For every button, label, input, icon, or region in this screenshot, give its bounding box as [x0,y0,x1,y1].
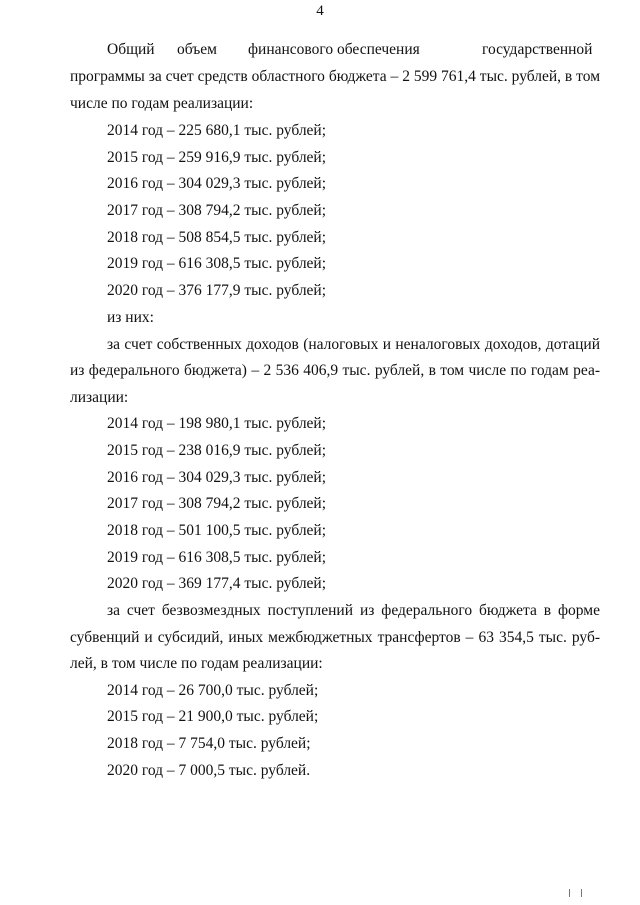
intro-line-2: программы за счет средств областного бюджета – 2 599 761,4 тыс. рублей, в том [70,68,600,85]
own-year-item: 2020 год – 369 177,4 тыс. рублей; [107,575,327,592]
total-year-item: 2020 год – 376 177,9 тыс. рублей; [107,282,327,299]
own-year-item: 2015 год – 238 016,9 тыс. рублей; [107,442,327,459]
of-which-label: из них: [107,309,154,326]
total-year-item: 2019 год – 616 308,5 тыс. рублей; [107,255,327,272]
total-year-item: 2018 год – 508 854,5 тыс. рублей; [107,229,327,246]
intro-line-3: числе по годам реализации: [70,95,254,112]
federal-line-3: лей, в том числе по годам реализации: [70,655,323,672]
intro-word-2: объем [177,41,217,58]
own-year-item: 2017 год – 308 794,2 тыс. рублей; [107,495,327,512]
federal-year-item: 2020 год – 7 000,5 тыс. рублей. [107,762,311,779]
intro-word-3: финансового обеспечения [248,41,420,58]
federal-line-1: за счет безвозмездных поступлений из федерального бюджета в форме [107,602,600,619]
intro-word-1: Общий [107,41,155,58]
page-number: 4 [316,3,324,19]
own-year-item: 2019 год – 616 308,5 тыс. рублей; [107,549,327,566]
federal-year-item: 2014 год – 26 700,0 тыс. рублей; [107,682,319,699]
own-income-line-2: из федерального бюджета) – 2 536 406,9 тыс. рублей, в том числе по годам реа- [70,362,600,379]
own-year-item: 2016 год – 304 029,3 тыс. рублей; [107,469,327,486]
total-year-item: 2015 год – 259 916,9 тыс. рублей; [107,149,327,166]
own-year-item: 2018 год – 501 100,5 тыс. рублей; [107,522,327,539]
own-income-line-1: за счет собственных доходов (налоговых и неналоговых доходов, дотаций [107,336,600,353]
own-income-line-3: лизации: [70,389,129,406]
total-year-item: 2017 год – 308 794,2 тыс. рублей; [107,202,327,219]
own-year-item: 2014 год – 198 980,1 тыс. рублей; [107,415,327,432]
intro-word-4: государственной [482,41,593,58]
federal-line-2: субвенций и субсидий, иных межбюджетных трансфертов – 63 354,5 тыс. руб- [70,629,600,646]
total-year-item: 2016 год – 304 029,3 тыс. рублей; [107,175,327,192]
federal-year-item: 2015 год – 21 900,0 тыс. рублей; [107,708,319,725]
scan-margin-marks [569,889,585,899]
total-year-item: 2014 год – 225 680,1 тыс. рублей; [107,122,327,139]
federal-year-item: 2018 год – 7 754,0 тыс. рублей; [107,735,311,752]
